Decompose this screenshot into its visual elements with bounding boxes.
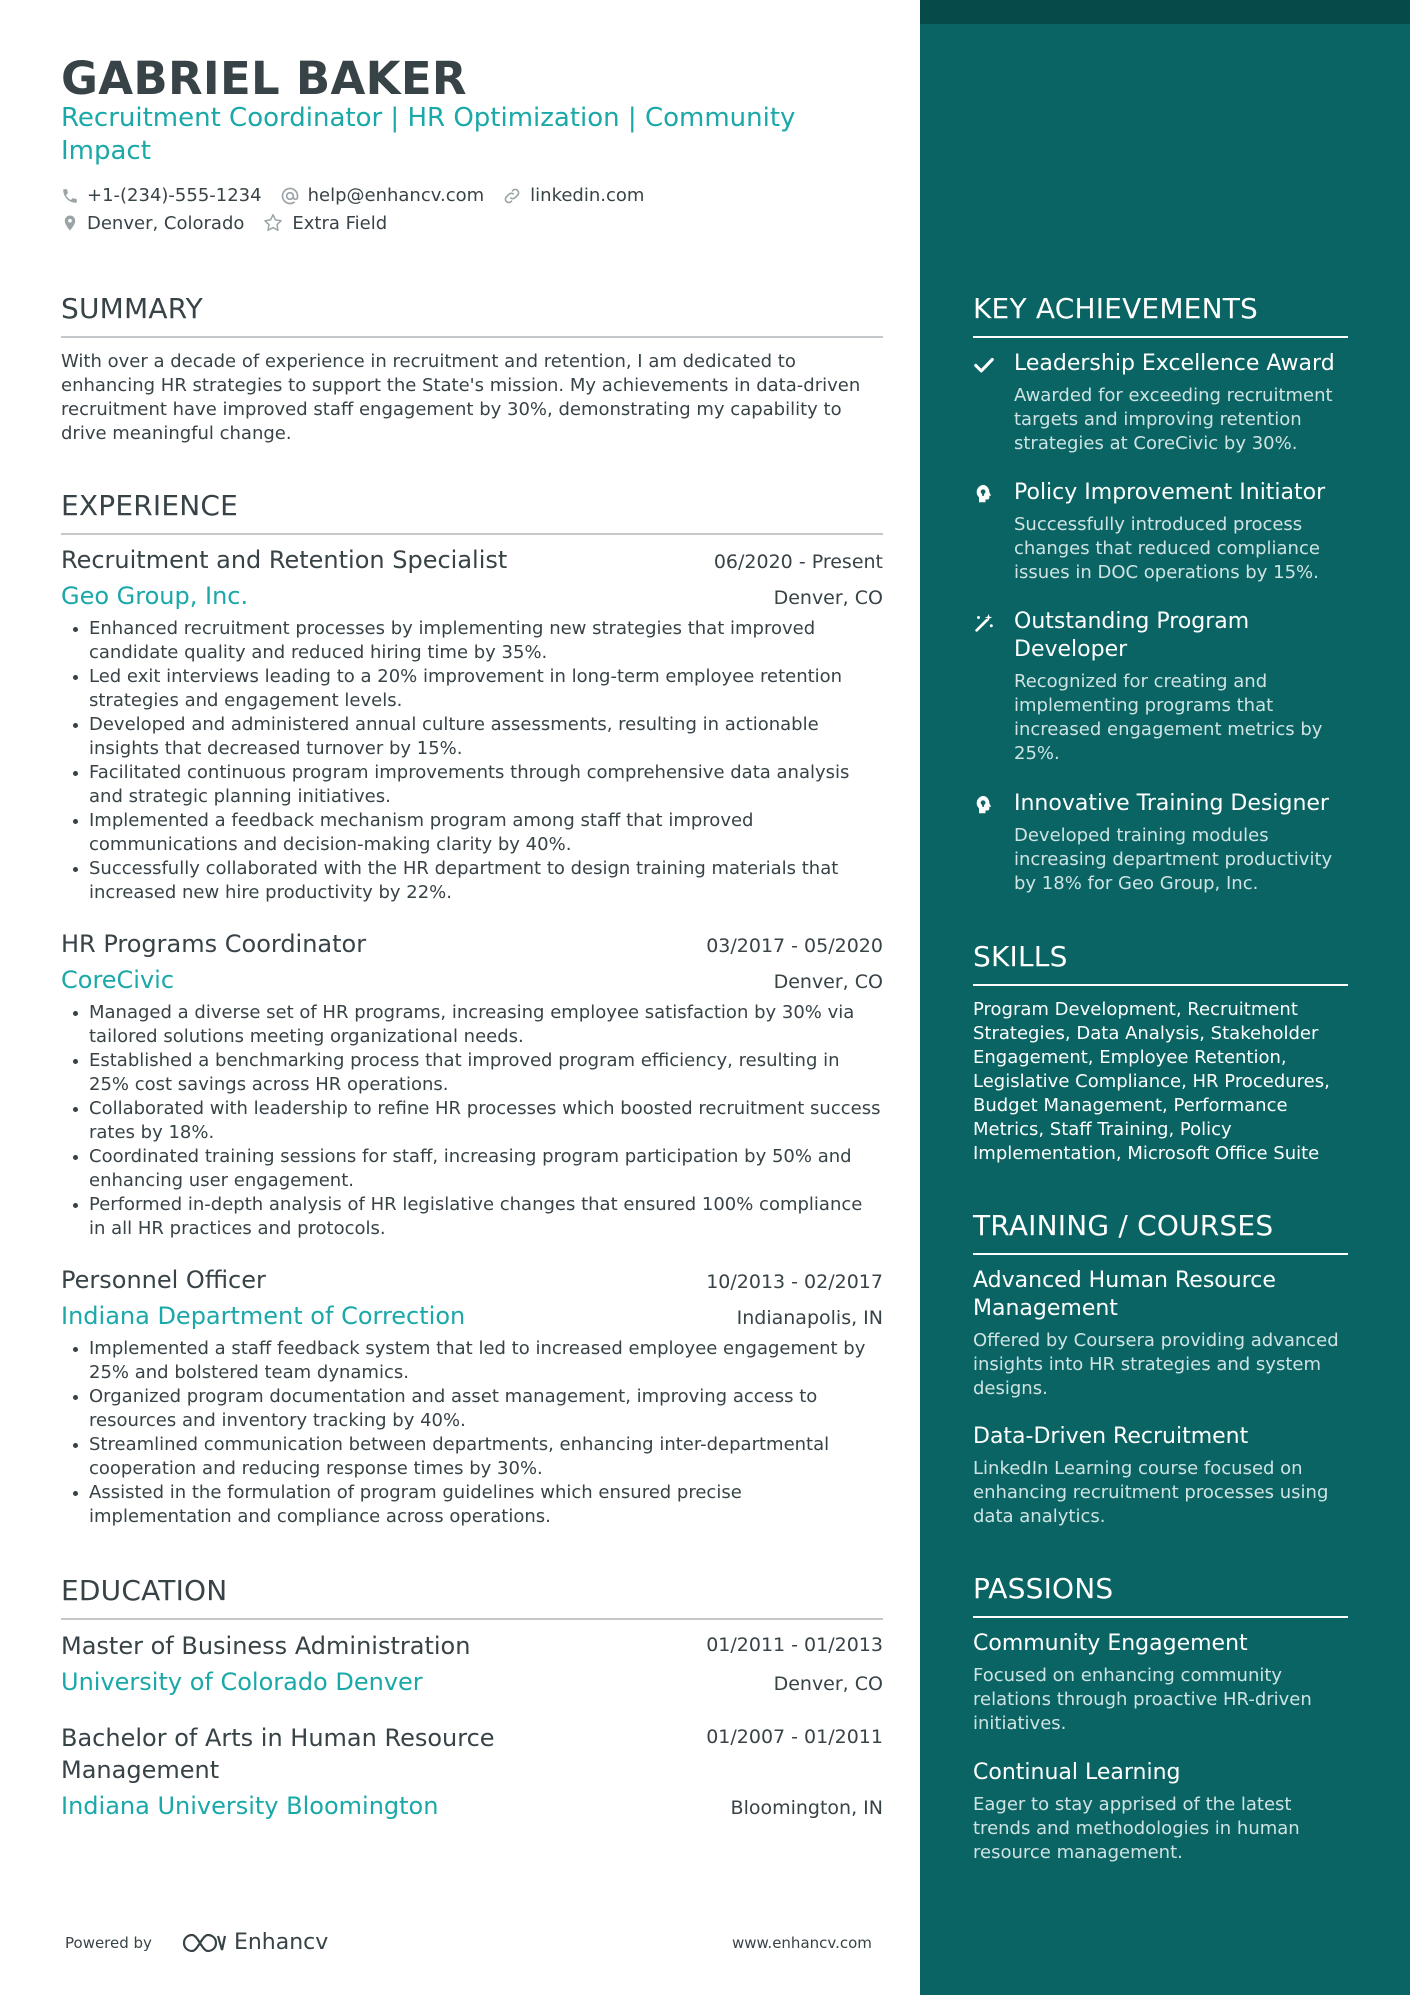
training-desc: LinkedIn Learning course focused on enhancing recruitment processes using data analytics. (973, 1458, 1329, 1527)
summary-heading: SUMMARY (61, 292, 883, 338)
linkedin-text[interactable]: linkedin.com (530, 185, 645, 206)
achievement-title: Innovative Training Designer (1014, 791, 1329, 816)
skills-list: Program Development, Recruitment Strategies, Data Analysis, Stakeholder Engagement, Employee Retention, Legislative Compliance, HR Procedures, Budget Management, Performance Metrics, Staff Training, Policy Implementation, Microsoft Office Suite (973, 999, 1330, 1164)
passion-item (973, 1630, 1348, 1736)
education-entry (61, 1722, 883, 1820)
job-bullets (61, 617, 883, 905)
bullet-item: Developed and administered annual culture assessments, resulting in actionable insights that decreased turnover by 15%. (61, 713, 883, 761)
bullet-item: Managed a diverse set of HR programs, increasing employee satisfaction by 30% via tailored solutions meeting organizational needs. (61, 1001, 883, 1049)
bullet-item: Streamlined communication between departments, enhancing inter-departmental cooperation and reducing response times by 30%. (61, 1433, 883, 1481)
job-bullets (61, 1337, 883, 1529)
passion-desc: Eager to stay apprised of the latest trends and methodologies in human resource management. (973, 1794, 1300, 1863)
job-location: Indianapolis, IN (736, 1307, 883, 1329)
achievement-desc: Successfully introduced process changes that reduced compliance issues in DOC operations by 15%. (1014, 514, 1320, 583)
footer-branding (65, 1930, 328, 1955)
location-pin-icon (61, 213, 79, 233)
passion-title: Community Engagement (973, 1631, 1248, 1656)
job-bullets (61, 1001, 883, 1241)
achievement-title: Policy Improvement Initiator (1014, 480, 1326, 505)
training-title: Data-Driven Recruitment (973, 1424, 1249, 1449)
location-text: Denver, Colorado (87, 212, 245, 234)
training-item (973, 1267, 1348, 1401)
candidate-name: GABRIEL BAKER (61, 52, 467, 105)
footer-website[interactable]: www.enhancv.com (732, 1934, 872, 1952)
job-entry (61, 930, 883, 1241)
bullet-item: Organized program documentation and asset management, improving access to resources and inventory tracking by 40%. (61, 1385, 883, 1433)
bullet-item: Established a benchmarking process that improved program efficiency, resulting in 25% cost savings across HR operations. (61, 1049, 883, 1097)
education-dates: 01/2007 - 01/2011 (706, 1726, 883, 1748)
email-text[interactable]: help@enhancv.com (307, 185, 485, 206)
at-icon (280, 186, 300, 206)
bullet-item: Assisted in the formulation of program guidelines which ensured precise implementation and compliance across operations. (61, 1481, 883, 1529)
skills-heading: SKILLS (973, 940, 1348, 986)
linkedin-contact[interactable] (502, 185, 644, 206)
extra-field-contact (262, 212, 387, 234)
training-title: Advanced Human Resource Management (973, 1268, 1276, 1321)
job-dates: 03/2017 - 05/2020 (706, 935, 883, 957)
achievement-title: Leadership Excellence Award (1014, 351, 1335, 376)
job-location: Denver, CO (773, 971, 883, 993)
achievement-desc: Awarded for exceeding recruitment targets and improving retention strategies at CoreCivic by 30%. (1014, 385, 1333, 454)
link-icon (502, 186, 522, 206)
education-location: Denver, CO (773, 1673, 883, 1695)
passion-desc: Focused on enhancing community relations through proactive HR-driven initiatives. (973, 1665, 1312, 1734)
lightbulb-head-icon (973, 794, 995, 816)
phone-icon (61, 187, 79, 205)
experience-heading: EXPERIENCE (61, 489, 883, 535)
passion-title: Continual Learning (973, 1760, 1181, 1785)
training-desc: Offered by Coursera providing advanced insights into HR strategies and system designs. (973, 1330, 1339, 1399)
enhancv-logo-icon (180, 1931, 226, 1955)
bullet-item: Enhanced recruitment processes by implementing new strategies that improved candidate quality and reduced hiring time by 35%. (61, 617, 883, 665)
checkmark-icon (973, 354, 995, 376)
job-title: HR Programs Coordinator (61, 930, 367, 958)
enhancv-logo[interactable] (180, 1930, 328, 1955)
school: University of Colorado Denver (61, 1668, 423, 1696)
summary-text: With over a decade of experience in recruitment and retention, I am dedicated to enhancing HR strategies to support the State's mission. My achievements in data-driven recruitment have improved staff engagement by 30%, demonstrating my capability to drive meaningful change. (61, 351, 861, 444)
extra-field-text: Extra Field (292, 212, 388, 234)
job-dates: 10/2013 - 02/2017 (706, 1271, 883, 1293)
contact-row-2 (61, 212, 405, 234)
phone-contact (61, 185, 262, 206)
passion-item (973, 1759, 1348, 1865)
job-company: Geo Group, Inc. (61, 582, 249, 610)
bullet-item: Coordinated training sessions for staff, increasing program participation by 50% and enhancing user engagement. (61, 1145, 883, 1193)
bullet-item: Performed in-depth analysis of HR legislative changes that ensured 100% compliance in all HR practices and protocols. (61, 1193, 883, 1241)
achievement-item (973, 790, 1348, 896)
phone-text: +1-(234)-555-1234 (87, 185, 262, 206)
achievements-heading: KEY ACHIEVEMENTS (973, 292, 1348, 338)
achievement-item (973, 479, 1348, 585)
school: Indiana University Bloomington (61, 1792, 439, 1820)
job-entry (61, 546, 883, 905)
bullet-item: Successfully collaborated with the HR department to design training materials that increased new hire productivity by 22%. (61, 857, 883, 905)
bullet-item: Collaborated with leadership to refine HR processes which boosted recruitment success rates by 18%. (61, 1097, 883, 1145)
achievement-title: Outstanding Program Developer (1014, 609, 1250, 662)
job-company: CoreCivic (61, 966, 175, 994)
bullet-item: Led exit interviews leading to a 20% improvement in long-term employee retention strategies and engagement levels. (61, 665, 883, 713)
degree: Master of Business Administration (61, 1632, 471, 1660)
job-location: Denver, CO (773, 587, 883, 609)
education-entry (61, 1630, 883, 1696)
sidebar-top-band (920, 0, 1410, 24)
passions-heading: PASSIONS (973, 1572, 1348, 1618)
bullet-item: Implemented a staff feedback system that led to increased employee engagement by 25% and bolstered team dynamics. (61, 1337, 883, 1385)
contact-row-1 (61, 185, 662, 206)
job-dates: 06/2020 - Present (713, 551, 883, 573)
magic-wand-icon (973, 612, 995, 634)
training-heading: TRAINING / COURSES (973, 1209, 1348, 1255)
headline: Recruitment Coordinator | HR Optimization | Community Impact (61, 103, 796, 166)
degree: Bachelor of Arts in Human Resource Management (61, 1724, 495, 1784)
achievement-item (973, 350, 1348, 456)
achievement-item (973, 608, 1348, 766)
enhancv-brand: Enhancv (233, 1930, 329, 1955)
bullet-item: Facilitated continuous program improvements through comprehensive data analysis and strategic planning initiatives. (61, 761, 883, 809)
achievement-desc: Recognized for creating and implementing programs that increased engagement metrics by 25%. (1014, 671, 1323, 764)
education-dates: 01/2011 - 01/2013 (706, 1634, 883, 1656)
job-title: Personnel Officer (61, 1266, 266, 1294)
powered-by-label: Powered by (65, 1933, 152, 1952)
job-entry (61, 1266, 883, 1529)
location-contact (61, 213, 244, 234)
achievement-desc: Developed training modules increasing department productivity by 18% for Geo Group, Inc. (1014, 825, 1333, 894)
job-company: Indiana Department of Correction (61, 1302, 466, 1330)
sidebar (920, 0, 1410, 1995)
training-item (973, 1423, 1348, 1529)
lightbulb-head-icon (973, 483, 995, 505)
star-icon (262, 212, 284, 234)
email-contact[interactable] (280, 185, 485, 206)
bullet-item: Implemented a feedback mechanism program among staff that improved communications and decision-making clarity by 40%. (61, 809, 883, 857)
education-location: Bloomington, IN (730, 1797, 883, 1819)
job-title: Recruitment and Retention Specialist (61, 546, 508, 574)
education-heading: EDUCATION (61, 1574, 883, 1620)
